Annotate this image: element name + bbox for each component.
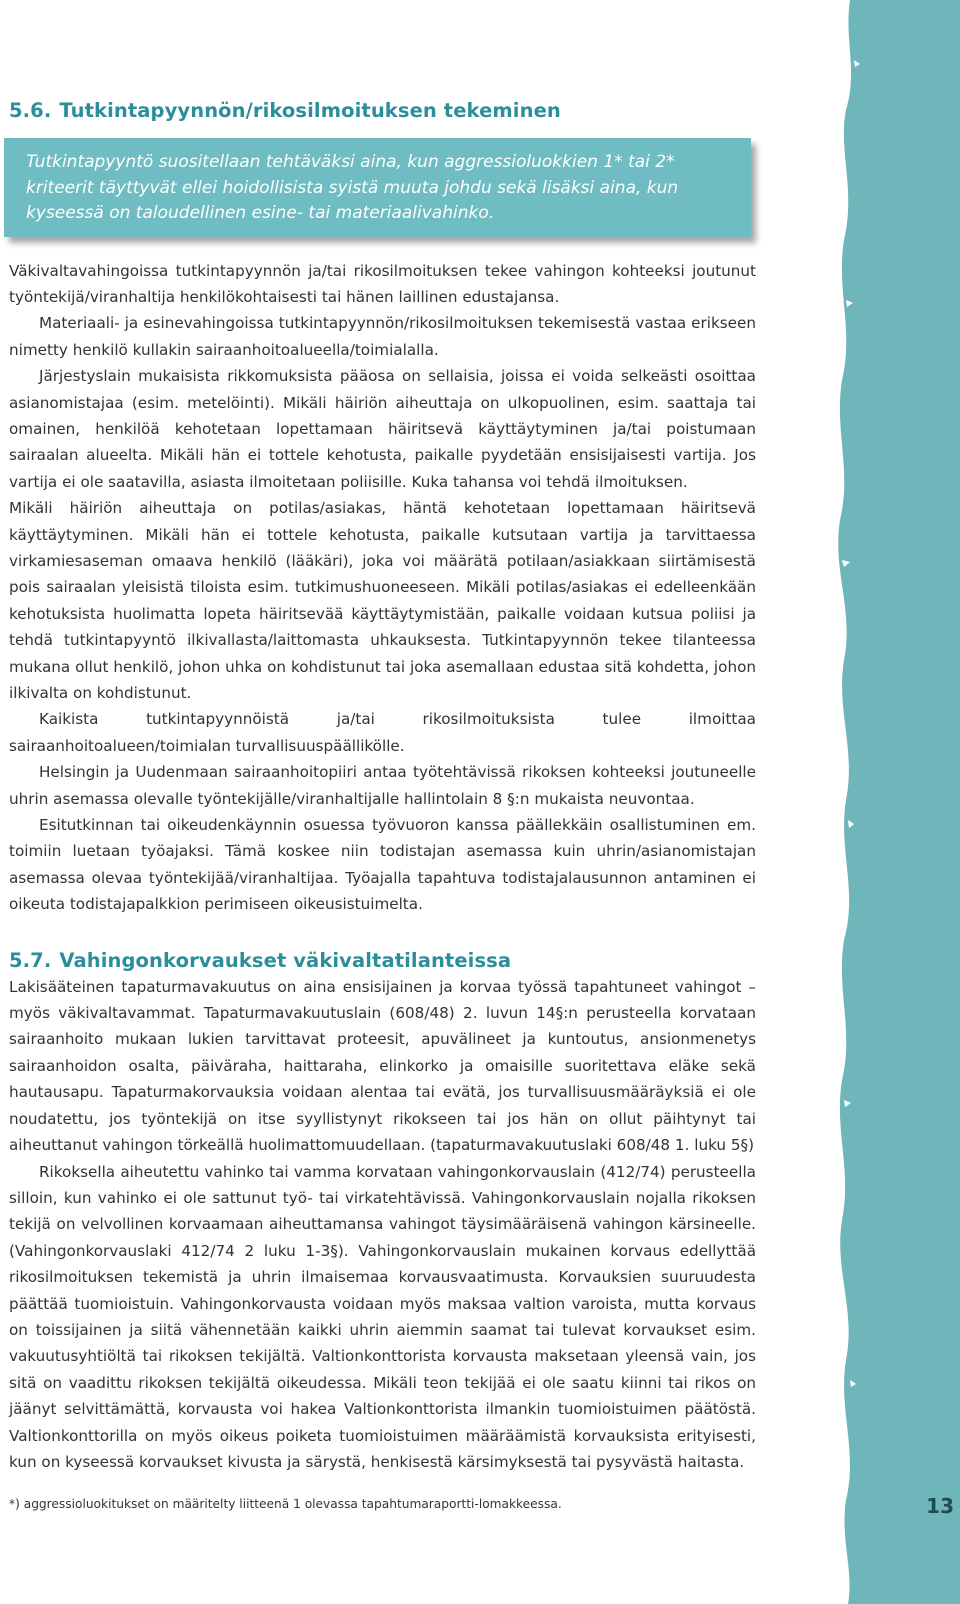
paragraph: Helsingin ja Uudenmaan sairaanhoitopiiri antaa työtehtävissä rikoksen kohteeksi joutuneelle uhrin asemassa olevalle työntekijälle/viranhaltijalle hallintolain 8 §:n mukaista neuvontaa.	[9, 763, 756, 808]
section-title: Tutkintapyynnön/rikosilmoituksen tekeminen	[59, 99, 561, 122]
paragraph: Väkivaltavahingoissa tutkintapyynnön ja/tai rikosilmoituksen tekee vahingon kohteeksi joutunut työntekijä/viranhaltija henkilökohtaisesti tai hänen laillinen edustajansa.	[9, 261, 756, 306]
page-number: 13	[926, 1494, 954, 1518]
paragraph: Lakisääteinen tapaturmavakuutus on aina ensisijainen ja korvaa työssä tapahtuneet vahingot – myös väkivaltavammat. Tapaturmavakuutuslain (608/48) 2. luvun 14§:n perusteella korvataan sairaanhoito mukaan lukien tarvittavat proteesit, apuvälineet ja kuntoutus, ansionmenetys sairaanhoidon osalta, päiväraha, haittaraha, elinkorko ja omaisille suoritettava eläke sekä hautausapu. Tapaturmakorvauksia voidaan alentaa tai evätä, jos turvallisuusmääräyksiä ei ole noudatettu, jos työntekijä on itse syyllistynyt rikokseen tai jos hän on ollut päihtynyt tai aiheuttanut vahingon törkeällä huolimattomuudellaan. (tapaturmavakuutuslaki 608/48 1. luku 5§)	[9, 977, 756, 1155]
footnote: *) aggressioluokitukset on määritelty liitteenä 1 olevassa tapahtumaraportti-lomakkeessa.	[9, 1497, 562, 1511]
section-heading-5-7	[9, 948, 756, 974]
paragraph: Materiaali- ja esinevahingoissa tutkintapyynnön/rikosilmoituksen tekemisestä vastaa erikseen nimetty henkilö kullakin sairaanhoitoalueella/toimialalla.	[9, 314, 756, 359]
highlight-callout: Tutkintapyyntö suositellaan tehtäväksi aina, kun aggressioluokkien 1* tai 2* kriteerit täyttyvät ellei hoidollisista syistä muuta johdu sekä lisäksi aina, kun kyseessä on taloudellinen esine- tai materiaalivahinko.	[4, 138, 751, 237]
paragraph: Esitutkinnan tai oikeudenkäynnin osuessa työvuoron kanssa päällekkäin osallistuminen em. toimiin luetaan työajaksi. Tämä koskee niin todistajan asemassa kuin uhrin/asianomistajan asemassa olevaa työntekijää/viranhaltijaa. Työajalla tapahtuva todistajalausunnon antaminen ei oikeuta todistajapalkkion perimiseen oikeusistuimelta.	[9, 816, 756, 914]
decorative-side-band	[832, 0, 960, 1604]
section-number: 5.6.	[9, 99, 52, 122]
page-content	[9, 98, 756, 1475]
paragraph: Rikoksella aiheutettu vahinko tai vamma korvataan vahingonkorvauslain (412/74) perusteella silloin, kun vahinko ei ole sattunut työ- tai virkatehtävissä. Vahingonkorvauslain nojalla rikoksen tekijä on velvollinen korvaamaan aiheuttamansa vahingot täysimääräisenä vahingon kärsineelle. (Vahingonkorvauslaki 412/74 2 luku 1-3§). Vahingonkorvauslain mukainen korvaus edellyttää rikosilmoituksen tekemistä ja uhrin ilmaisemaa korvausvaatimusta. Korvauksien suuruudesta päättää tuomioistuin. Vahingonkorvausta voidaan myös maksaa valtion varoista, mutta korvaus on toissijainen ja siitä vähennetään kaikki uhrin aiemmin saamat tai tulevat korvaukset esim. vakuutusyhtiöltä tai rikoksen tekijältä. Valtionkonttorista korvausta maksetaan yleensä vain, jos sitä on vaadittu rikoksen tekijältä oikeudessa. Mikäli teon tekijää ei ole saatu kiinni tai rikos on jäänyt selvittämättä, korvausta voi hakea Valtionkonttorista ilmankin tuomioistuimen päätöstä. Valtionkonttorilla on myös oikeus poiketa tuomioistuimen määräämistä korvauksista erityisesti, kun on kyseessä korvaukset kivusta ja särystä, henkisestä kärsimyksestä tai pysyvästä haitasta.	[9, 1162, 756, 1471]
section-title: Vahingonkorvaukset väkivaltatilanteissa	[59, 948, 512, 972]
paragraph: Järjestyslain mukaisista rikkomuksista pääosa on sellaisia, joissa ei voida selkeästi osoittaa asianomistajaa (esim. metelöinti). Mikäli häiriön aiheuttaja on ulkopuolinen, esim. saattaja tai omainen, henkilöä kehotetaan lopettamaan häiritsevä käyttäytyminen ja/tai poistumaan sairaalan alueelta. Mikäli hän ei tottele kehotusta, paikalle pyydetään ensisijaisesti vartija. Jos vartija ei ole saatavilla, asiasta ilmoitetaan poliisille. Kuka tahansa voi tehdä ilmoituksen.	[9, 367, 756, 491]
section-heading-5-6	[9, 98, 756, 124]
paragraph: Kaikista tutkintapyynnöistä ja/tai rikosilmoituksista tulee ilmoittaa sairaanhoitoalueen/toimialan turvallisuuspäällikölle.	[9, 710, 756, 755]
paragraph: Mikäli häiriön aiheuttaja on potilas/asiakas, häntä kehotetaan lopettamaan häiritsevä käyttäytyminen. Mikäli hän ei tottele kehotusta, paikalle kutsutaan vartija ja tarvittaessa virkamiesaseman omaava henkilö (lääkäri), joka voi määrätä potilaan/asiakkaan siirtämisestä pois sairaalan yleisistä tiloista esim. tutkimushuoneeseen. Mikäli potilas/asiakas ei edelleenkään kehotuksista huolimatta lopeta häiritsevää käyttäytymistään, paikalle voidaan kutsua poliisi ja tehdä tutkintapyyntö ilkivallasta/laittomasta uhkauksesta. Tutkintapyynnön tekee tilanteessa mukana ollut henkilö, johon uhka on kohdistunut tai joka asemallaan edustaa sitä kohdetta, johon ilkivalta on kohdistunut.	[9, 499, 756, 702]
section-number: 5.7.	[9, 948, 52, 972]
